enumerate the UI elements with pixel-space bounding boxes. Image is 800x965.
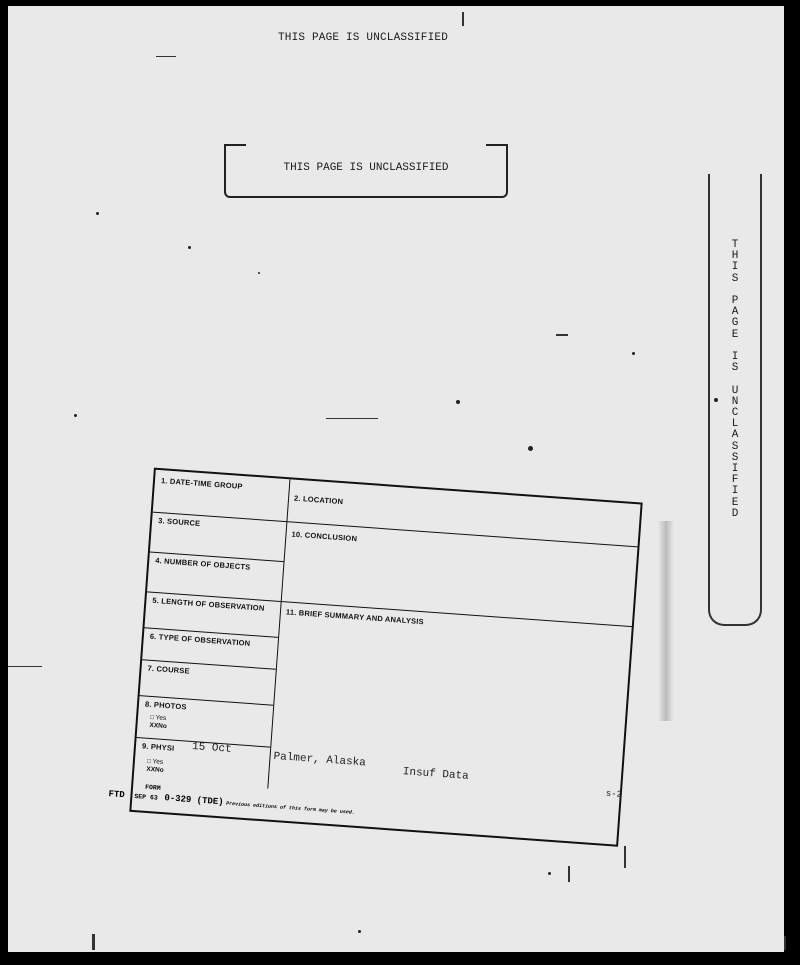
classification-side-text: T H I S P A G E I S U N C L A S S I F I E D <box>731 239 739 520</box>
footer-note: Previous editions of this form may be used. <box>225 800 356 816</box>
physical-evidence-label: 9. PHYSI <box>141 741 175 753</box>
classification-stamp <box>224 146 508 198</box>
footer-form-label: FORM <box>144 783 161 792</box>
photos-label: 8. PHOTOS <box>144 699 187 712</box>
scan-speck <box>528 446 533 451</box>
classification-side-banner <box>708 174 762 626</box>
physical-yes-checkbox: □ Yes <box>146 757 164 766</box>
scan-speck <box>548 872 551 875</box>
scan-speck <box>188 246 191 249</box>
scan-mark <box>462 12 464 26</box>
typed-location: Palmer, Alaska <box>273 750 367 770</box>
location-label: 2. LOCATION <box>293 493 344 507</box>
photos-no-checkbox: XXNo <box>149 721 168 731</box>
scan-speck <box>96 212 99 215</box>
source-label: 3. SOURCE <box>157 516 201 529</box>
classification-stamp-text: THIS PAGE IS UNCLASSIFIED <box>283 162 449 174</box>
scan-mark <box>156 56 176 57</box>
footer-form-number: 0-329 (TDE) <box>163 793 224 808</box>
scan-smudge <box>658 521 674 721</box>
course-label: 7. COURSE <box>147 663 191 676</box>
scan-mark <box>92 934 95 950</box>
scan-speck <box>258 272 260 274</box>
photos-yes-checkbox: □ Yes <box>149 713 167 723</box>
brief-summary-label: 11. BRIEF SUMMARY AND ANALYSIS <box>285 607 425 627</box>
type-of-observation-label: 6. TYPE OF OBSERVATION <box>149 631 251 648</box>
scan-speck <box>74 414 77 417</box>
footer-ftd-label: FTD <box>108 789 125 801</box>
scan-speck <box>456 400 460 404</box>
document-page <box>8 6 784 952</box>
scan-speck <box>358 930 361 933</box>
typed-date: 15 Oct <box>191 741 232 756</box>
scan-mark <box>326 418 378 419</box>
column-divider <box>267 479 290 788</box>
length-of-observation-label: 5. LENGTH OF OBSERVATION <box>152 595 265 613</box>
scan-mark <box>624 846 626 868</box>
scan-mark <box>556 334 568 336</box>
scan-mark <box>568 866 570 882</box>
scan-speck <box>632 352 635 355</box>
typed-conclusion: Insuf Data <box>402 766 470 783</box>
scan-mark <box>8 666 42 667</box>
footer-sep-label: SEP 63 <box>134 793 158 802</box>
scan-mark <box>784 936 786 950</box>
number-of-objects-label: 4. NUMBER OF OBJECTS <box>154 555 251 572</box>
conclusion-label: 10. CONCLUSION <box>291 529 358 544</box>
report-form <box>129 468 642 847</box>
physical-no-checkbox: XXNo <box>146 765 164 775</box>
report-form-card <box>107 466 643 850</box>
date-time-group-label: 1. DATE-TIME GROUP <box>160 476 243 491</box>
page-mark: s-2 <box>605 788 623 800</box>
classification-header: THIS PAGE IS UNCLASSIFIED <box>277 32 449 44</box>
